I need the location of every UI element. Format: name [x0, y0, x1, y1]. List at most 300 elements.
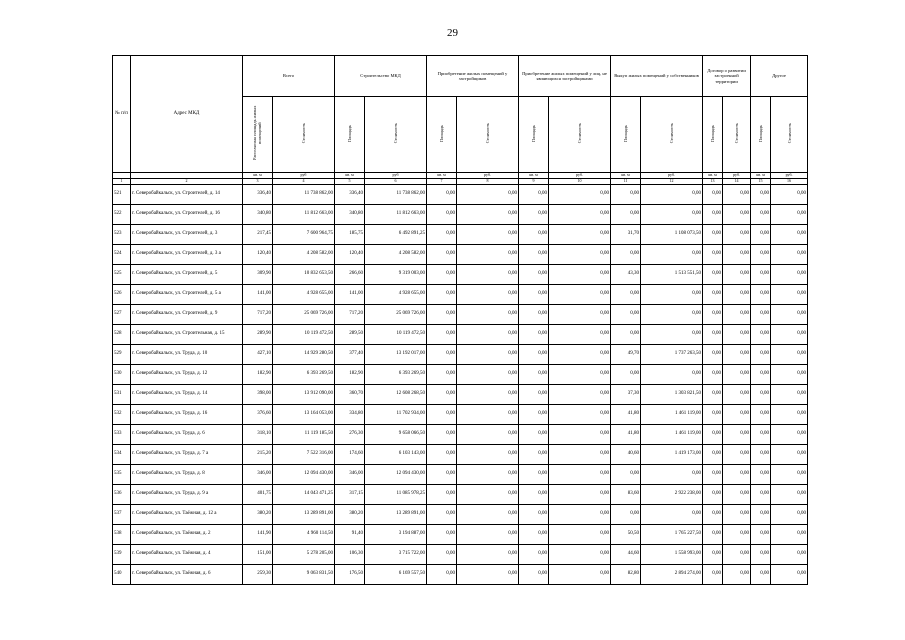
row-value: 91,40: [335, 524, 365, 544]
row-value: 0,00: [703, 564, 723, 584]
row-address: г. Северобайкальск, ул. Строителей, д. 3: [131, 224, 243, 244]
row-value: 717,20: [335, 304, 365, 324]
table-row: [113, 204, 808, 224]
row-value: 0,00: [549, 384, 611, 404]
row-value: 0,00: [427, 184, 457, 204]
unit-cell: кв. м: [243, 173, 273, 179]
row-address: г. Северобайкальск, ул. Строителей, д. 9: [131, 304, 243, 324]
row-value: 0,00: [751, 564, 771, 584]
row-value: 0,00: [549, 364, 611, 384]
row-value: 0,00: [611, 204, 641, 224]
row-value: 0,00: [751, 304, 771, 324]
row-value: 0,00: [751, 204, 771, 224]
row-value: 0,00: [457, 204, 519, 224]
row-value: 1 461 119,00: [641, 424, 703, 444]
row-value: 360,70: [335, 384, 365, 404]
row-value: 3 194 887,00: [365, 524, 427, 544]
row-value: 6 492 891,25: [365, 224, 427, 244]
row-value: 0,00: [723, 484, 751, 504]
table-row: [113, 324, 808, 344]
row-value: 176,50: [335, 564, 365, 584]
row-value: 1 108 073,50: [641, 224, 703, 244]
row-value: 11 738 862,00: [365, 184, 427, 204]
row-value: 0,00: [457, 304, 519, 324]
row-value: 0,00: [549, 204, 611, 224]
row-value: 0,00: [703, 484, 723, 504]
row-number: 535: [113, 464, 131, 484]
row-value: 0,00: [549, 224, 611, 244]
row-value: 0,00: [427, 564, 457, 584]
row-value: 0,00: [519, 344, 549, 364]
table-row: [113, 304, 808, 324]
row-value: 0,00: [427, 504, 457, 524]
row-value: 0,00: [703, 184, 723, 204]
header-sub: Стоимость: [457, 97, 519, 173]
row-address: г. Северобайкальск, ул. Строителей, д. 5 а: [131, 284, 243, 304]
row-value: 0,00: [611, 184, 641, 204]
row-value: 0,00: [427, 524, 457, 544]
row-value: 0,00: [771, 264, 808, 284]
row-value: 0,00: [751, 424, 771, 444]
row-value: 0,00: [549, 324, 611, 344]
row-value: 0,00: [519, 264, 549, 284]
row-value: 0,00: [457, 184, 519, 204]
row-value: 0,00: [457, 524, 519, 544]
row-value: 0,00: [703, 284, 723, 304]
column-number: 12: [641, 178, 703, 184]
row-address: г. Северобайкальск, ул. Труда, д. 16: [131, 404, 243, 424]
row-value: 0,00: [519, 444, 549, 464]
header-sub: Площадь: [335, 97, 365, 173]
row-value: 0,00: [519, 384, 549, 404]
header-group-construction: Строительство МКД: [335, 56, 427, 97]
row-value: 0,00: [549, 264, 611, 284]
unit-cell: кв. м: [611, 173, 641, 179]
row-value: 0,00: [641, 284, 703, 304]
row-value: 318,10: [243, 424, 273, 444]
row-value: 11 738 862,00: [273, 184, 335, 204]
row-value: 0,00: [549, 464, 611, 484]
row-value: 0,00: [519, 324, 549, 344]
unit-cell: руб: [273, 173, 335, 179]
row-value: 9 319 003,00: [365, 264, 427, 284]
row-number: 527: [113, 304, 131, 324]
row-value: 0,00: [723, 304, 751, 324]
row-value: 0,00: [703, 544, 723, 564]
row-value: 0,00: [771, 224, 808, 244]
row-value: 1 513 551,50: [641, 264, 703, 284]
row-value: 0,00: [427, 304, 457, 324]
row-value: 0,00: [427, 464, 457, 484]
row-value: 0,00: [703, 364, 723, 384]
row-value: 151,00: [243, 544, 273, 564]
row-value: 0,00: [703, 204, 723, 224]
column-number: 6: [365, 178, 427, 184]
row-value: 0,00: [519, 224, 549, 244]
column-number: 9: [519, 178, 549, 184]
table-row: [113, 284, 808, 304]
row-value: 0,00: [771, 544, 808, 564]
row-value: 0,00: [751, 444, 771, 464]
row-value: 0,00: [457, 364, 519, 384]
row-value: 0,00: [751, 284, 771, 304]
row-value: 0,00: [549, 524, 611, 544]
row-value: 0,00: [519, 524, 549, 544]
row-value: 0,00: [703, 224, 723, 244]
row-value: 0,00: [751, 524, 771, 544]
row-value: 2 922 238,00: [641, 484, 703, 504]
row-value: 106,30: [335, 544, 365, 564]
row-value: 2 894 274,00: [641, 564, 703, 584]
row-value: 0,00: [703, 504, 723, 524]
row-value: 50,50: [611, 524, 641, 544]
table-row: [113, 444, 808, 464]
row-value: 41,80: [611, 404, 641, 424]
row-value: 0,00: [549, 424, 611, 444]
row-address: г. Северобайкальск, ул. Труда, д. 10: [131, 344, 243, 364]
resettlement-table: [112, 55, 808, 585]
row-value: 0,00: [771, 384, 808, 404]
row-number: 533: [113, 424, 131, 444]
table-row: [113, 364, 808, 384]
row-value: 0,00: [519, 304, 549, 324]
row-value: 6 169 557,50: [365, 564, 427, 584]
row-number: 529: [113, 344, 131, 364]
row-value: 43,30: [611, 264, 641, 284]
row-value: 25 069 726,00: [273, 304, 335, 324]
row-value: 7 600 964,75: [273, 224, 335, 244]
row-value: 182,90: [243, 364, 273, 384]
row-value: 0,00: [519, 184, 549, 204]
row-value: 0,00: [549, 404, 611, 424]
row-value: 7 522 316,00: [273, 444, 335, 464]
row-address: г. Северобайкальск, ул. Труда, д. 14: [131, 384, 243, 404]
row-value: 14 929 280,50: [273, 344, 335, 364]
row-value: 0,00: [457, 284, 519, 304]
row-value: 0,00: [723, 244, 751, 264]
column-number: 5: [335, 178, 365, 184]
row-value: 0,00: [611, 364, 641, 384]
row-value: 1 558 993,00: [641, 544, 703, 564]
row-value: 0,00: [723, 424, 751, 444]
row-value: 0,00: [771, 564, 808, 584]
row-value: 0,00: [771, 304, 808, 324]
column-number: 16: [771, 178, 808, 184]
row-value: 0,00: [457, 224, 519, 244]
row-value: 10 119 472,50: [273, 324, 335, 344]
unit-cell: руб.: [771, 173, 808, 179]
table-row: [113, 504, 808, 524]
row-value: 0,00: [771, 404, 808, 424]
header-group-purchase-non-developers: Приобретение жилых помещений у лиц, не являющихся застройщиками: [519, 56, 611, 97]
row-value: 0,00: [427, 244, 457, 264]
row-number: 532: [113, 404, 131, 424]
row-value: 44,60: [611, 544, 641, 564]
row-value: 0,00: [771, 484, 808, 504]
column-number: 14: [723, 178, 751, 184]
row-value: 1 303 821,50: [641, 384, 703, 404]
row-value: 0,00: [771, 504, 808, 524]
row-number: 536: [113, 484, 131, 504]
column-number: 11: [611, 178, 641, 184]
row-value: 0,00: [641, 304, 703, 324]
column-number: 15: [751, 178, 771, 184]
row-value: 0,00: [751, 264, 771, 284]
row-value: 14 043 471,25: [273, 484, 335, 504]
page-number: 29: [447, 27, 458, 39]
header-group-purchase-developers: Приобретение жилых помещений у застройщиков: [427, 56, 519, 97]
row-value: 6 393 269,50: [273, 364, 335, 384]
header-sub: Стоимость: [723, 97, 751, 173]
row-value: 0,00: [519, 404, 549, 424]
row-value: 0,00: [519, 544, 549, 564]
row-value: 266,60: [335, 264, 365, 284]
unit-cell: кв. м: [751, 173, 771, 179]
row-address: г. Северобайкальск, ул. Таёжная, д. 4: [131, 544, 243, 564]
column-number: 13: [703, 178, 723, 184]
row-address: г. Северобайкальск, ул. Строительная, д. 15: [131, 324, 243, 344]
row-address: г. Северобайкальск, ул. Труда, д. 6: [131, 424, 243, 444]
row-value: 185,75: [335, 224, 365, 244]
unit-cell: руб.: [549, 173, 611, 179]
row-value: 13 289 891,00: [365, 504, 427, 524]
column-number: 4: [273, 178, 335, 184]
row-value: 0,00: [611, 244, 641, 264]
row-value: 0,00: [703, 304, 723, 324]
table-body: [113, 184, 808, 584]
row-value: 0,00: [723, 564, 751, 584]
row-number: 525: [113, 264, 131, 284]
row-value: 0,00: [641, 204, 703, 224]
header-number: № п/п: [113, 56, 131, 173]
row-value: 0,00: [457, 544, 519, 564]
header-address: Адрес МКД: [131, 56, 243, 173]
row-value: 10 119 472,50: [365, 324, 427, 344]
row-number: 540: [113, 564, 131, 584]
row-value: 376,60: [243, 404, 273, 424]
row-value: 0,00: [427, 544, 457, 564]
column-number: 2: [131, 178, 243, 184]
row-value: 0,00: [723, 444, 751, 464]
table-row: [113, 384, 808, 404]
row-value: 82,80: [611, 564, 641, 584]
row-value: 0,00: [427, 344, 457, 364]
row-value: 289,50: [335, 324, 365, 344]
row-value: 0,00: [519, 204, 549, 224]
row-value: 0,00: [751, 464, 771, 484]
header-sub: Площадь: [519, 97, 549, 173]
unit-cell: кв. м: [519, 173, 549, 179]
row-value: 10 832 653,50: [273, 264, 335, 284]
row-value: 0,00: [771, 244, 808, 264]
row-value: 12 094 430,00: [365, 464, 427, 484]
row-value: 3 715 722,00: [365, 544, 427, 564]
header-sub: Расселяемая площадь жилых помещений: [243, 97, 273, 173]
row-address: г. Северобайкальск, ул. Труда, д. 8: [131, 464, 243, 484]
row-value: 0,00: [427, 224, 457, 244]
row-value: 4 960 114,50: [273, 524, 335, 544]
column-number: 3: [243, 178, 273, 184]
row-value: 0,00: [611, 464, 641, 484]
row-value: 0,00: [723, 544, 751, 564]
row-value: 0,00: [723, 364, 751, 384]
unit-cell: кв. м: [335, 173, 365, 179]
row-value: 0,00: [519, 464, 549, 484]
table-row: [113, 544, 808, 564]
row-value: 0,00: [549, 484, 611, 504]
row-value: 0,00: [519, 484, 549, 504]
row-value: 0,00: [427, 204, 457, 224]
row-value: 0,00: [549, 344, 611, 364]
row-value: 12 094 430,00: [273, 464, 335, 484]
row-value: 215,20: [243, 444, 273, 464]
row-value: 377,40: [335, 344, 365, 364]
row-value: 0,00: [751, 324, 771, 344]
row-value: 31,70: [611, 224, 641, 244]
row-address: г. Северобайкальск, ул. Таёжная, д. 12 а: [131, 504, 243, 524]
header-sub: Стоимость: [365, 97, 427, 173]
row-value: 0,00: [427, 404, 457, 424]
row-value: 1 419 173,00: [641, 444, 703, 464]
row-value: 0,00: [723, 264, 751, 284]
row-value: 309,90: [243, 264, 273, 284]
row-value: 0,00: [703, 524, 723, 544]
row-value: 0,00: [703, 404, 723, 424]
row-value: 4 928 655,00: [365, 284, 427, 304]
row-value: 0,00: [771, 424, 808, 444]
row-value: 0,00: [427, 384, 457, 404]
row-value: 0,00: [427, 284, 457, 304]
row-value: 0,00: [457, 324, 519, 344]
row-value: 13 289 891,00: [273, 504, 335, 524]
row-value: 380,20: [335, 504, 365, 524]
unit-cell: кв. м: [427, 173, 457, 179]
table-row: [113, 424, 808, 444]
row-value: 25 069 726,00: [365, 304, 427, 324]
row-value: 83,60: [611, 484, 641, 504]
row-value: 0,00: [771, 444, 808, 464]
row-value: 13 912 090,00: [273, 384, 335, 404]
row-value: 0,00: [751, 504, 771, 524]
row-value: 11 812 663,00: [365, 204, 427, 224]
row-value: 0,00: [427, 444, 457, 464]
row-number: 537: [113, 504, 131, 524]
row-value: 0,00: [519, 504, 549, 524]
row-value: 182,90: [335, 364, 365, 384]
row-value: 0,00: [457, 484, 519, 504]
row-value: 0,00: [723, 324, 751, 344]
table-row: [113, 344, 808, 364]
row-value: 0,00: [771, 364, 808, 384]
row-value: 41,80: [611, 424, 641, 444]
row-value: 6 393 269,50: [365, 364, 427, 384]
row-value: 336,40: [335, 184, 365, 204]
row-value: 0,00: [723, 404, 751, 424]
row-value: 0,00: [549, 444, 611, 464]
row-value: 0,00: [703, 264, 723, 284]
row-value: 0,00: [723, 284, 751, 304]
row-value: 0,00: [457, 444, 519, 464]
row-value: 0,00: [771, 184, 808, 204]
row-number: 521: [113, 184, 131, 204]
row-address: г. Северобайкальск, ул. Строителей, д. 16: [131, 204, 243, 224]
row-value: 0,00: [611, 504, 641, 524]
row-value: 0,00: [611, 324, 641, 344]
header-sub: Стоимость: [549, 97, 611, 173]
unit-cell: руб.: [457, 173, 519, 179]
row-value: 0,00: [549, 504, 611, 524]
row-number: 531: [113, 384, 131, 404]
row-value: 0,00: [641, 184, 703, 204]
row-value: 0,00: [703, 384, 723, 404]
row-value: 1 461 119,00: [641, 404, 703, 424]
header-group-total: Всего: [243, 56, 335, 97]
row-value: 0,00: [751, 224, 771, 244]
row-value: 276,30: [335, 424, 365, 444]
row-value: 398,00: [243, 384, 273, 404]
header-sub: Площадь: [611, 97, 641, 173]
row-number: 539: [113, 544, 131, 564]
row-value: 0,00: [771, 204, 808, 224]
row-value: 1 737 263,50: [641, 344, 703, 364]
row-value: 0,00: [751, 364, 771, 384]
row-value: 0,00: [519, 284, 549, 304]
column-number: 7: [427, 178, 457, 184]
row-value: 11 812 663,00: [273, 204, 335, 224]
row-value: 0,00: [457, 504, 519, 524]
row-value: 0,00: [751, 244, 771, 264]
row-value: 0,00: [549, 284, 611, 304]
row-value: 0,00: [723, 524, 751, 544]
row-value: 0,00: [611, 304, 641, 324]
column-number: 1: [113, 178, 131, 184]
row-value: 0,00: [723, 504, 751, 524]
row-value: 9 658 066,50: [365, 424, 427, 444]
row-value: 401,75: [243, 484, 273, 504]
row-number: 538: [113, 524, 131, 544]
column-number: 10: [549, 178, 611, 184]
row-value: 0,00: [751, 384, 771, 404]
header-sub: Площадь: [703, 97, 723, 173]
row-value: 0,00: [751, 484, 771, 504]
row-value: 5 278 205,00: [273, 544, 335, 564]
unit-cell: кв. м: [703, 173, 723, 179]
header-group-development-agreement: Договор о развитии застроенной территории: [703, 56, 751, 97]
table-row: [113, 184, 808, 204]
row-value: 0,00: [703, 344, 723, 364]
row-value: 0,00: [427, 424, 457, 444]
row-number: 523: [113, 224, 131, 244]
row-address: г. Северобайкальск, ул. Строителей, д. 5: [131, 264, 243, 284]
row-value: 0,00: [751, 544, 771, 564]
table-row: [113, 464, 808, 484]
row-value: 0,00: [457, 384, 519, 404]
row-value: 0,00: [457, 244, 519, 264]
row-address: г. Северобайкальск, ул. Труда, д. 7 а: [131, 444, 243, 464]
header-sub: Стоимость: [641, 97, 703, 173]
row-value: 11 085 978,25: [365, 484, 427, 504]
row-value: 0,00: [519, 424, 549, 444]
row-value: 0,00: [751, 404, 771, 424]
header-sub: Стоимость: [771, 97, 808, 173]
row-value: 0,00: [457, 264, 519, 284]
row-value: 37,30: [611, 384, 641, 404]
row-value: 0,00: [641, 504, 703, 524]
row-address: г. Северобайкальск, ул. Таёжная, д. 6: [131, 564, 243, 584]
row-value: 13 164 053,00: [273, 404, 335, 424]
row-number: 524: [113, 244, 131, 264]
row-value: 4 928 655,00: [273, 284, 335, 304]
